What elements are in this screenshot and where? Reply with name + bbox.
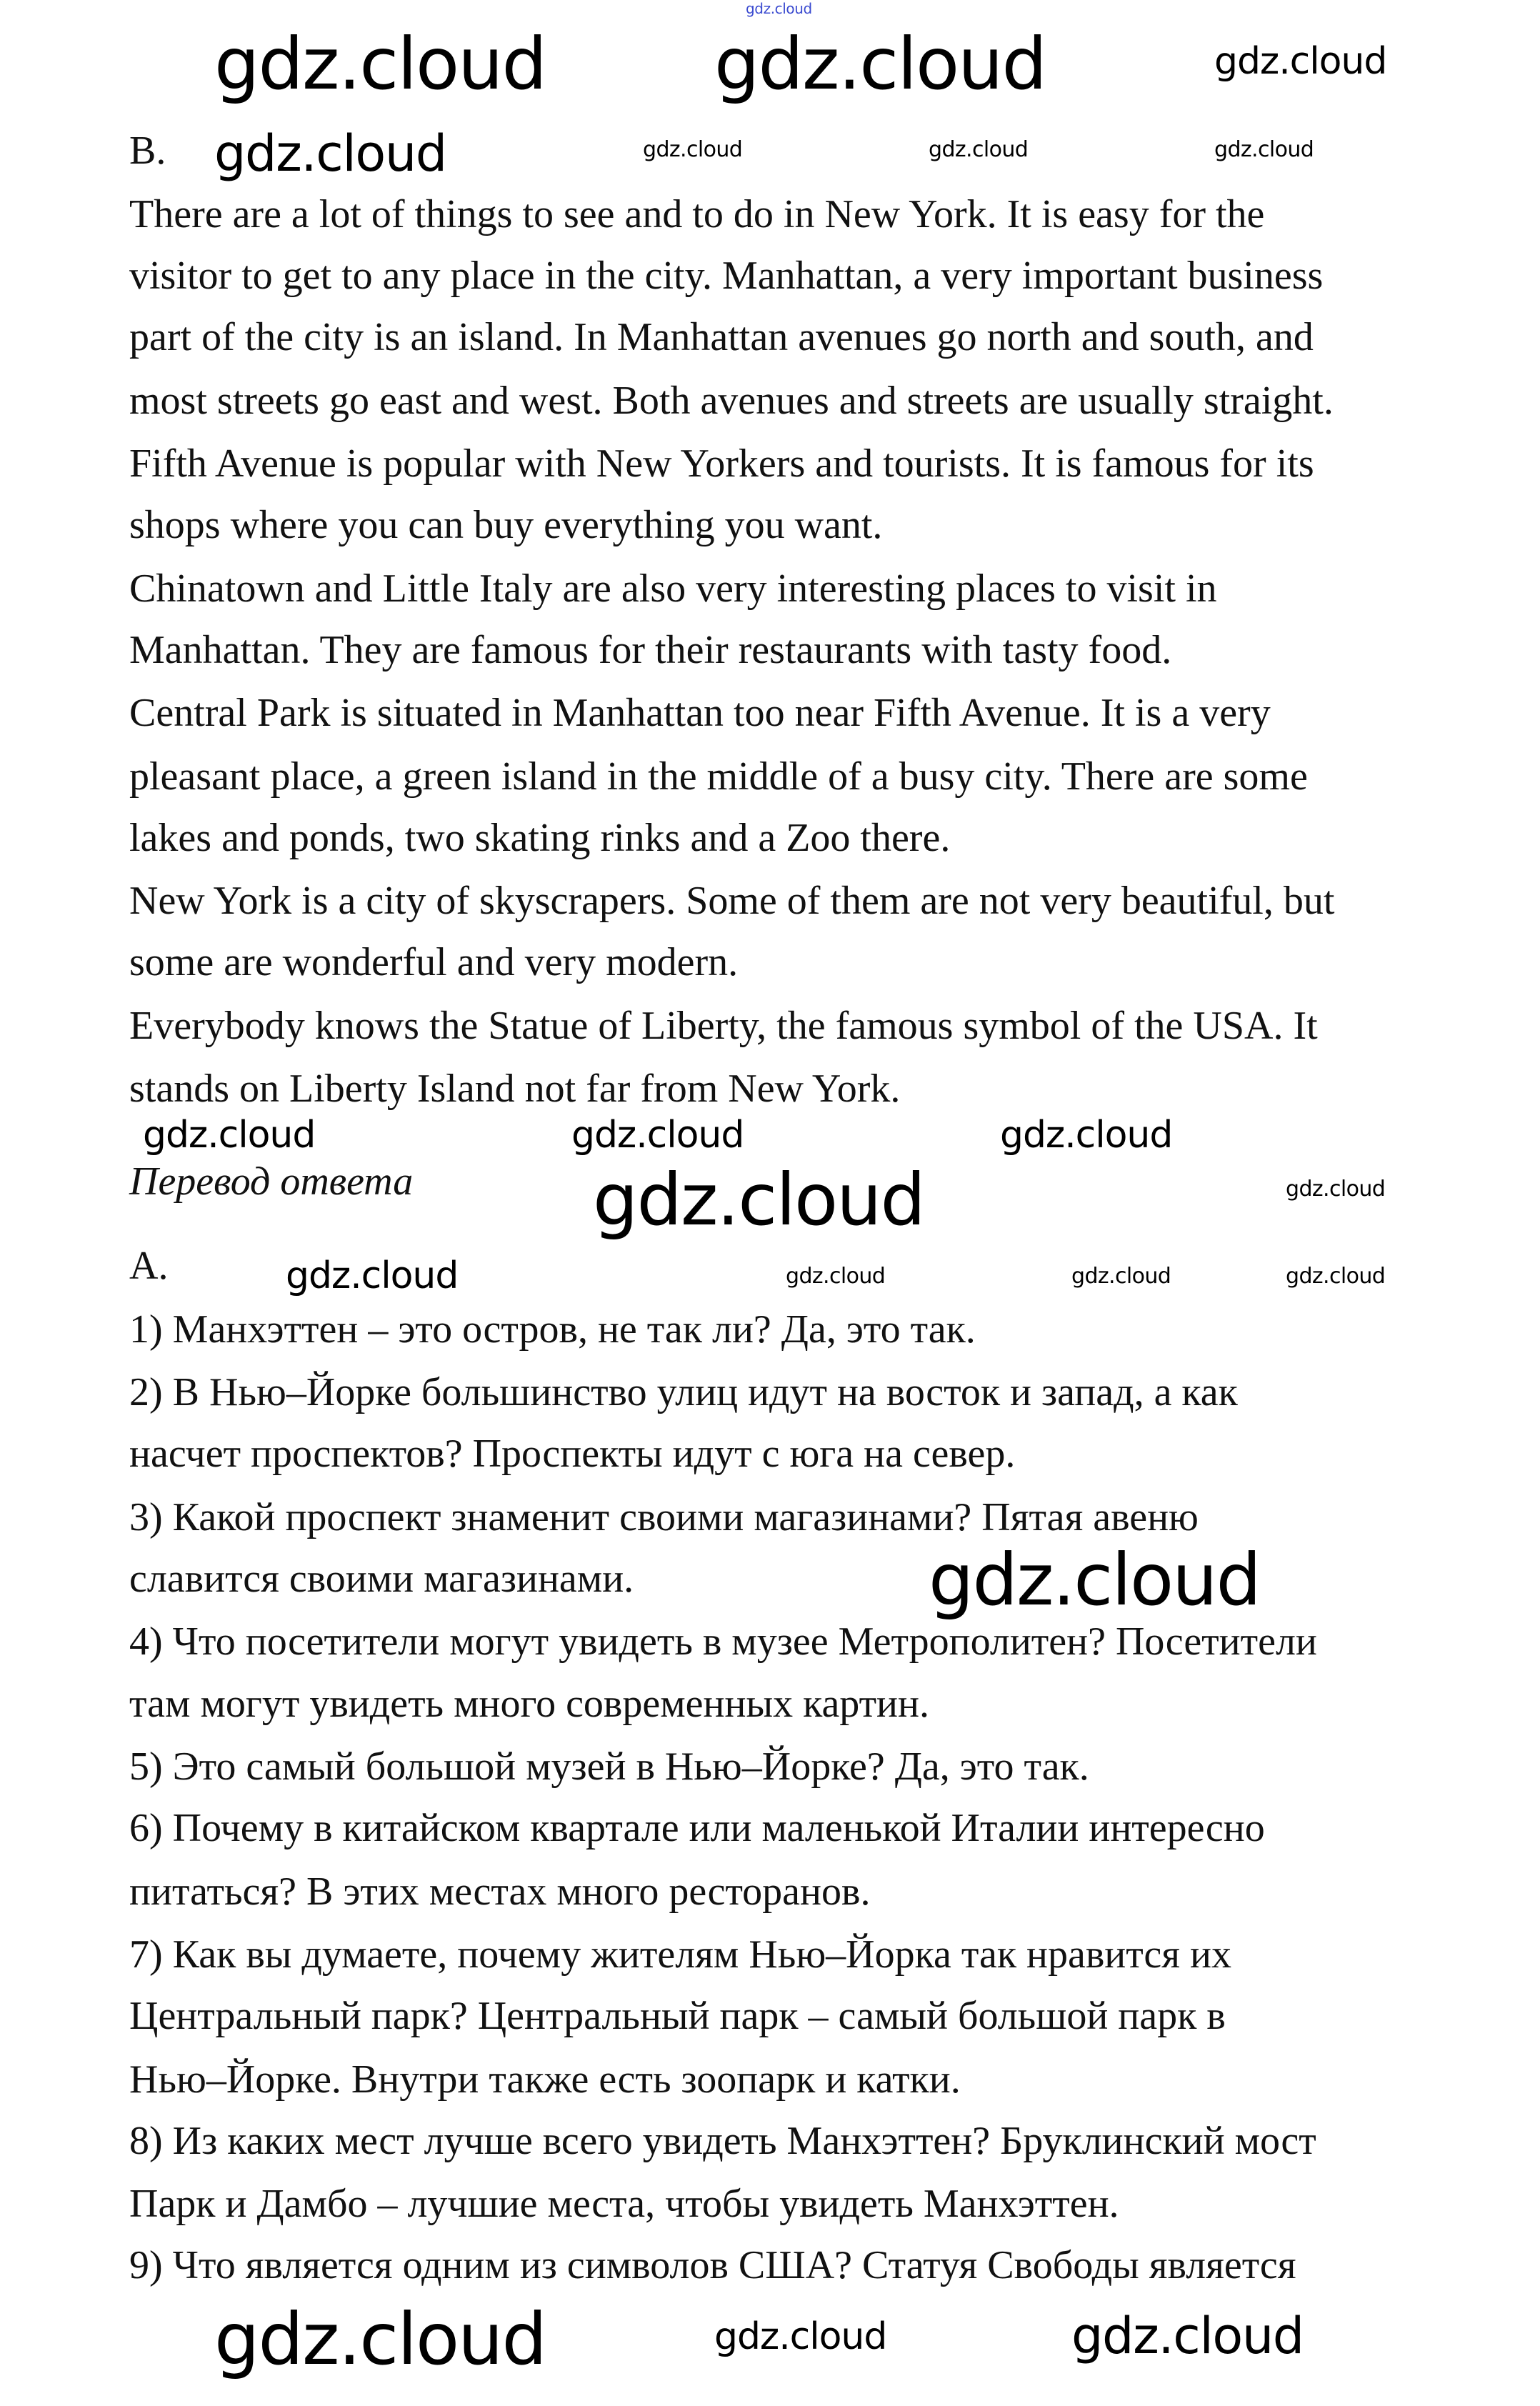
watermark: gdz.cloud — [786, 1264, 886, 1289]
answer-line: 2) В Нью–Йорке большинство улиц идут на восток и запад, а как — [129, 1370, 1238, 1414]
watermark: gdz.cloud — [1071, 1264, 1171, 1289]
answer-line: славится своими магазинами. — [129, 1557, 634, 1601]
watermark: gdz.cloud — [929, 137, 1029, 162]
paragraph-line: pleasant place, a green island in the middle of a busy city. There are some — [129, 754, 1308, 799]
header-watermark: gdz.cloud — [746, 0, 812, 17]
answer-line: 4) Что посетители могут увидеть в музее Метрополитен? Посетители — [129, 1619, 1317, 1664]
answer-line: 6) Почему в китайском квартале или маленькой Италии интересно — [129, 1806, 1265, 1850]
watermark: gdz.cloud — [143, 1114, 316, 1157]
watermark: gdz.cloud — [714, 22, 1046, 106]
section-a-label: A. — [129, 1244, 169, 1288]
answer-line: Парк и Дамбо – лучшие места, чтобы увидеть Манхэттен. — [129, 2182, 1119, 2226]
paragraph-line: Chinatown and Little Italy are also very interesting places to visit in — [129, 566, 1217, 611]
answer-line: питаться? В этих местах много ресторанов. — [129, 1870, 871, 1914]
watermark: gdz.cloud — [1214, 137, 1314, 162]
paragraph-line: stands on Liberty Island not far from New York. — [129, 1067, 901, 1111]
answer-line: 7) Как вы думаете, почему жителям Нью–Йорка так нравится их — [129, 1932, 1232, 1977]
watermark: gdz.cloud — [643, 137, 743, 162]
paragraph-line: some are wonderful and very modern. — [129, 940, 739, 984]
watermark: gdz.cloud — [571, 1114, 744, 1157]
watermark: gdz.cloud — [714, 2315, 887, 2358]
answer-line: 3) Какой проспект знаменит своими магазинами? Пятая авеню — [129, 1495, 1199, 1539]
paragraph-line: New York is a city of skyscrapers. Some of them are not very beautiful, but — [129, 879, 1335, 923]
watermark: gdz.cloud — [1286, 1177, 1386, 1202]
paragraph-line: shops where you can buy everything you want. — [129, 503, 883, 547]
paragraph-line: most streets go east and west. Both avenues and streets are usually straight. — [129, 379, 1334, 423]
watermark: gdz.cloud — [1214, 40, 1387, 83]
watermark: gdz.cloud — [214, 22, 546, 106]
watermark: gdz.cloud — [1286, 1264, 1386, 1289]
answer-line: Нью–Йорке. Внутри также есть зоопарк и катки. — [129, 2057, 961, 2102]
watermark: gdz.cloud — [214, 2297, 546, 2381]
answer-line: насчет проспектов? Проспекты идут с юга на север. — [129, 1432, 1016, 1476]
section-b-label: B. — [129, 129, 166, 173]
paragraph-line: Manhattan. They are famous for their restaurants with tasty food. — [129, 628, 1172, 672]
paragraph-line: lakes and ponds, two skating rinks and a Zoo there. — [129, 816, 951, 860]
paragraph-line: There are a lot of things to see and to do in New York. It is easy for the — [129, 192, 1265, 236]
answer-line: 9) Что является одним из символов США? Статуя Свободы является — [129, 2243, 1296, 2287]
paragraph-line: visitor to get to any place in the city. Manhattan, a very important business — [129, 254, 1324, 298]
watermark: gdz.cloud — [1000, 1114, 1173, 1157]
answer-line: 5) Это самый большой музей в Нью–Йорке? Да, это так. — [129, 1744, 1089, 1789]
answer-line: 8) Из каких мест лучше всего увидеть Манхэттен? Бруклинский мост — [129, 2119, 1316, 2163]
watermark: gdz.cloud — [214, 124, 446, 183]
watermark: gdz.cloud — [593, 1158, 925, 1242]
answer-line: 1) Манхэттен – это остров, не так ли? Да, это так. — [129, 1307, 976, 1352]
watermark: gdz.cloud — [1071, 2307, 1304, 2365]
answer-line: Центральный парк? Центральный парк – самый большой парк в — [129, 1994, 1226, 2038]
watermark: gdz.cloud — [286, 1254, 459, 1297]
translation-heading: Перевод ответа — [129, 1159, 414, 1204]
paragraph-line: part of the city is an island. In Manhattan avenues go north and south, and — [129, 315, 1314, 359]
paragraph-line: Everybody knows the Statue of Liberty, the famous symbol of the USA. It — [129, 1004, 1318, 1048]
paragraph-line: Central Park is situated in Manhattan too near Fifth Avenue. It is a very — [129, 691, 1271, 735]
watermark: gdz.cloud — [929, 1538, 1261, 1622]
answer-line: там могут увидеть много современных картин. — [129, 1682, 929, 1726]
paragraph-line: Fifth Avenue is popular with New Yorkers and tourists. It is famous for its — [129, 441, 1314, 486]
